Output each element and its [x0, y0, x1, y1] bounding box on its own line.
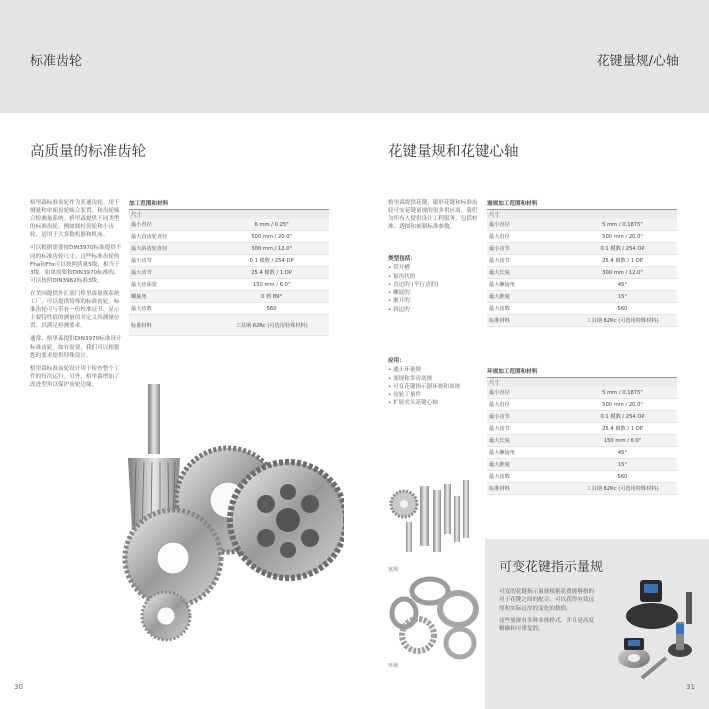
ring-gauge-caption: 环规: [388, 663, 399, 669]
standard-gears-image: [118, 380, 344, 680]
table-row: [487, 243, 677, 255]
table-body: [487, 387, 677, 495]
table-unit-header: 尺寸: [129, 210, 329, 219]
row-label: 标准材料: [489, 318, 510, 324]
row-label: 最小直径: [131, 222, 152, 228]
left-heading: 高质量的标准齿轮: [30, 144, 146, 160]
row-label: 最大齿节: [489, 426, 510, 432]
row-value: 45°: [617, 281, 628, 288]
paragraph: 可变的花键指示量规根据花费能够指的对于花键之间的配合。可以获得有效远厚和实际远厚的变化的数值。: [499, 589, 595, 612]
row-value: 6 mm / 0.25": [254, 221, 289, 228]
table-title: 塞规加工范围和材料: [487, 199, 677, 210]
table-row: [487, 267, 677, 279]
table-row: [129, 219, 329, 231]
table-row: [487, 399, 677, 411]
row-label: 最大齿节: [489, 258, 510, 264]
row-label: 最大直径: [489, 402, 510, 408]
list-item: • 可变花键指示器环规和塞规: [388, 383, 461, 390]
row-value: 5 mm / 0.1875": [602, 221, 643, 228]
list-item: • 螺旋的: [388, 290, 410, 297]
row-value: 500 mm / 20.0": [251, 233, 292, 240]
row-label: 最小直径: [489, 390, 510, 396]
ring-gauge-table: [487, 367, 677, 495]
right-heading: 花键量规和花键心轴: [388, 144, 519, 160]
row-label: 最大锥度: [489, 294, 510, 300]
list-heading: 应用：: [388, 358, 405, 364]
table-row: [129, 291, 329, 303]
row-label: 最小齿节: [489, 246, 510, 252]
variable-gauge-title: 可变花键指示量规: [499, 560, 604, 575]
row-label: 最大斜齿轮直径: [131, 246, 168, 252]
row-value: 工具钢 62Rc (可选用特殊材料): [235, 322, 308, 329]
paragraph: 格里森标准齿轮作为普通齿轮、用于测量和单面齿轮啮合装置、和齿轮啮合检测量系统。格里森提供不同类型的标准齿轮、例如圆柱齿轮和小齿轮、适用于大多数机器和机床。: [30, 200, 120, 239]
row-value: 150 mm / 6.0": [603, 437, 642, 444]
applications-list: [388, 357, 483, 408]
row-value: 15°: [617, 461, 628, 468]
paragraph: 这些量规有多种本体样式、并且是高度精确和可重复的。: [499, 617, 595, 633]
row-value: 560: [617, 473, 628, 480]
table-row: [487, 435, 677, 447]
row-value: 45°: [617, 449, 628, 456]
row-label: 螺旋角: [131, 294, 147, 300]
row-label: 最小直径: [489, 222, 510, 228]
table-row: [129, 303, 329, 315]
table-row: [487, 411, 677, 423]
shaft: [148, 384, 160, 454]
row-label: 最大长度: [489, 270, 510, 276]
table-row: [487, 459, 677, 471]
row-value: 560: [266, 305, 277, 312]
list-item: • 斜边的: [388, 306, 410, 313]
paragraph: 格里森标准齿轮设计用于检查整个工件的每次运行。另外、格里森增加了改进型角以保护齿轮边缘。: [30, 365, 120, 388]
plug-gauges-image: [386, 476, 482, 564]
list-item: • 带开槽: [388, 265, 410, 272]
gear-hub: [276, 508, 300, 532]
row-value: 300 mm / 12.0": [602, 269, 643, 276]
gear-bore: [157, 542, 189, 574]
table-title: 加工范围和材料: [129, 199, 329, 210]
list-item: • 渐开的: [388, 298, 410, 305]
table-row: [129, 315, 329, 336]
gear-spec-table: [129, 199, 329, 336]
plug-gauge-table: [487, 199, 677, 327]
row-label: 最大锥度: [489, 462, 510, 468]
list-item: • 直边的 (平行边的): [388, 281, 439, 288]
table-row: [487, 423, 677, 435]
row-value: 500 mm / 20.0": [602, 401, 643, 408]
section-title-right: 花键量规/心轴: [596, 54, 679, 69]
row-label: 最小齿节: [489, 414, 510, 420]
row-label: 最大螺旋角: [489, 282, 515, 288]
page-number-right: 31: [686, 683, 695, 691]
row-value: 150 mm / 6.0": [252, 281, 291, 288]
list-item: • 通止环量规: [388, 367, 422, 374]
list-item: • 塞规和多齿塞规: [388, 375, 433, 382]
table-body: [487, 219, 677, 327]
indicator-gauges-image: [606, 566, 706, 686]
list-item: • 锯齿状的: [388, 273, 416, 280]
row-label: 最大齿节: [131, 270, 152, 276]
plug-gauge-caption: 塞规: [388, 567, 399, 573]
row-label: 最大直齿轮直径: [131, 234, 168, 240]
table-row: [487, 303, 677, 315]
table-row: [487, 279, 677, 291]
table-row: [129, 231, 329, 243]
row-value: 25.4 模数 / 1 DP: [251, 270, 292, 276]
list-heading: 类型包括：: [388, 256, 416, 262]
row-value: 0.1 模数 / 254 DP: [600, 414, 645, 420]
section-title-left: 标准齿轮: [30, 54, 83, 69]
row-value: 560: [617, 305, 628, 312]
row-value: 工具钢 62Rc (可选用特殊材料): [586, 318, 659, 324]
row-value: 0 到 89°: [261, 294, 283, 300]
table-title: 环规加工范围和材料: [487, 367, 677, 378]
row-label: 标准材料: [131, 322, 152, 329]
page-number-left: 30: [14, 683, 23, 691]
table-row: [129, 243, 329, 255]
row-label: 最大螺旋角: [489, 450, 515, 456]
row-value: 25.4 模数 / 1 DP: [602, 426, 643, 432]
table-row: [487, 291, 677, 303]
row-label: 最大直径: [489, 234, 510, 240]
table-row: [487, 219, 677, 231]
table-body: [129, 219, 329, 336]
row-value: 工具钢 62Rc (可选用特殊材料): [586, 486, 659, 492]
row-label: 最大齿数: [489, 306, 510, 312]
list-item: • 齿轮工量件: [388, 392, 422, 399]
table-unit-header: 尺寸: [487, 210, 677, 219]
row-value: 5 mm / 0.1875": [602, 389, 643, 396]
row-label: 最大齿数: [131, 306, 152, 312]
paragraph: 在美国提供外汇部门格里森量规系统工厂、可以提供特殊的标准齿轮。标准齿轮可与带有一份校准证书、显示主要特性值的测量值并定义其测量位置、以满足检测要求。: [30, 290, 120, 330]
row-value: 300 mm / 12.0": [251, 245, 292, 252]
table-row: [129, 279, 329, 291]
ring-gauges-image: [388, 573, 484, 663]
table-row: [129, 267, 329, 279]
table-row: [487, 387, 677, 399]
row-value: 15°: [617, 293, 628, 300]
paragraph: 可以根据需要按DIN3970标准提供不同的标准齿轮尺寸。这些标准齿轮的Fha和Ffα可以按照质量5级、相当于3级。如果需要按DIN3970标准的、可以按照DIN3962标准3级。: [30, 245, 122, 284]
table-row: [487, 483, 677, 495]
row-label: 最小齿节: [131, 258, 152, 264]
list-item: • 扩展夹头花键心轴: [388, 400, 438, 407]
table-row: [487, 315, 677, 327]
row-value: 0.1 模数 / 254 DP: [600, 246, 645, 252]
row-label: 最大齿面宽: [131, 282, 157, 288]
row-label: 标准材料: [489, 486, 510, 492]
row-value: 25.4 模数 / 1 DP: [602, 258, 643, 264]
types-list: [388, 255, 480, 314]
variable-gauge-text: [499, 588, 599, 637]
row-value: 500 mm / 20.0": [602, 233, 643, 240]
table-row: [129, 255, 329, 267]
row-label: 最大长度: [489, 438, 510, 444]
row-value: 0.1 模数 / 254 DP: [249, 258, 294, 264]
paragraph: 格里森提供花键、锯形花键和标准齿轮可安花键量规的很多供应商。我们为所有人提供设计工程服务、包括校准、透图和刻制标准参数。: [388, 200, 478, 231]
table-unit-header: 尺寸: [487, 378, 677, 387]
paragraph: 通常、格里森提供DIN3970标准设计标准齿轮。如有需要、我们可以根据您的要求提供特殊设计。: [30, 336, 122, 359]
left-body-text: [30, 199, 122, 394]
right-intro-text: [388, 199, 480, 236]
table-row: [487, 447, 677, 459]
table-row: [487, 255, 677, 267]
table-row: [487, 471, 677, 483]
row-label: 最大齿数: [489, 474, 510, 480]
table-row: [487, 231, 677, 243]
